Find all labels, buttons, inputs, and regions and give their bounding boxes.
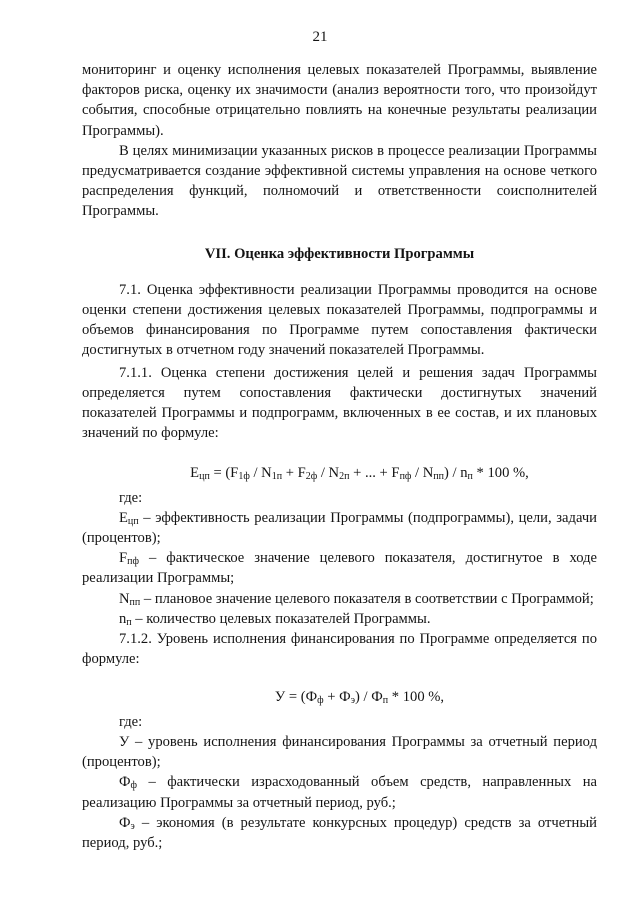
symbol-subscript: пп [129,596,141,608]
definition-text: – экономия (в результате конкурсных процедур) средств за отчетный период, руб.; [82,814,597,851]
symbol: n [119,610,127,627]
formula-subscript: пп [433,471,444,483]
symbol-subscript: э [130,820,135,832]
formula-subscript: п [467,471,473,483]
formula-text: ) / n [444,465,468,482]
formula-text: / N [249,465,272,482]
symbol-subscript: ф [130,780,138,792]
formula-subscript: пф [399,471,412,483]
paragraph-7-1-2: 7.1.2. Уровень исполнения финансирования по Программе определяется по формуле: [82,631,597,668]
definition-text: – количество целевых показателей Программы. [131,610,431,627]
symbol: Ф [119,774,131,791]
definition-indicator-count [82,609,597,629]
formula-text: * 100 %, [388,689,445,706]
formula-text: * 100 %, [472,465,529,482]
paragraph-7-1: 7.1. Оценка эффективности реализации Программы проводится на основе оценки степени достижения целевых показателей Программы, подпрограммы и объемов финансирования по Программе путем сопоставления фактически достигнутых в отчетном году значений показателей Программы. [82,281,597,359]
symbol: N [119,590,130,607]
paragraph-risk-monitoring: мониторинг и оценку исполнения целевых показателей Программы, выявление факторов риска, оценку их значимости (анализ вероятности того, что произойдут события, способные отрицательно повлиять на конечные результаты реализации Программы). [82,62,597,139]
formula-text: + ... + F [349,465,400,482]
document-body [82,60,597,853]
formula-text: Е [190,465,200,482]
paragraph-7-1-1: 7.1.1. Оценка степени достижения целей и решения задач Программы определяется путем сопоставления фактически достигнутых значений показателей Программы и подпрограмм, включенных в ее состав, и их плановых значений по формуле: [82,364,597,442]
definition-actual-value [82,548,597,588]
symbol-subscript: цп [127,515,139,527]
definition-text: – эффективность реализации Программы (подпрограммы), цели, задачи (процентов); [82,509,597,547]
symbol: Е [119,509,128,526]
symbol-subscript: пф [127,556,139,568]
efficiency-formula [82,463,597,483]
formula-subscript: э [350,695,356,707]
definition-text: – плановое значение целевого показателя в соответствии с Программой; [140,590,594,607]
formula-text: / N [411,465,434,482]
where-label: где: [119,489,143,506]
symbol: Ф [119,814,131,831]
definition-savings [82,813,597,853]
formula-text: + F [282,465,306,482]
formula-subscript: 1ф [238,471,250,483]
formula-text: = (F [209,465,239,482]
formula-subscript: цп [199,471,210,483]
definition-planned-value [82,589,597,609]
formula-subscript: 2п [339,471,350,483]
page-number: 21 [312,29,328,45]
definition-actual-spending [82,772,597,812]
where-label: где: [119,713,143,730]
formula-subscript: 1п [271,471,283,483]
formula-subscript: п [382,695,389,707]
financing-formula [82,687,597,707]
definition-financing-level: У – уровень исполнения финансирования Программы за отчетный период (процентов); [82,733,597,771]
formula-text: У = (Ф [274,689,318,706]
symbol-subscript: п [126,616,132,628]
definition-efficiency [82,508,597,548]
formula-text: ) / Ф [355,689,383,706]
formula-subscript: ф [317,695,324,707]
section-heading: VII. Оценка эффективности Программы [204,245,475,262]
definition-text: – фактическое значение целевого показателя, достигнутое в ходе реализации Программы; [82,550,597,587]
definition-text: – фактически израсходованный объем средств, направленных на реализацию Программы за отчетный период, руб.; [82,774,597,811]
formula-text: + Ф [323,689,351,706]
formula-subscript: 2ф [305,471,318,483]
symbol: F [119,550,128,567]
formula-text: / N [317,465,340,482]
paragraph-risk-minimization: В целях минимизации указанных рисков в процессе реализации Программы предусматривается создание эффективной системы управления на основе четкого распределения функций, полномочий и ответственности соисполнителей Программы. [82,142,597,220]
